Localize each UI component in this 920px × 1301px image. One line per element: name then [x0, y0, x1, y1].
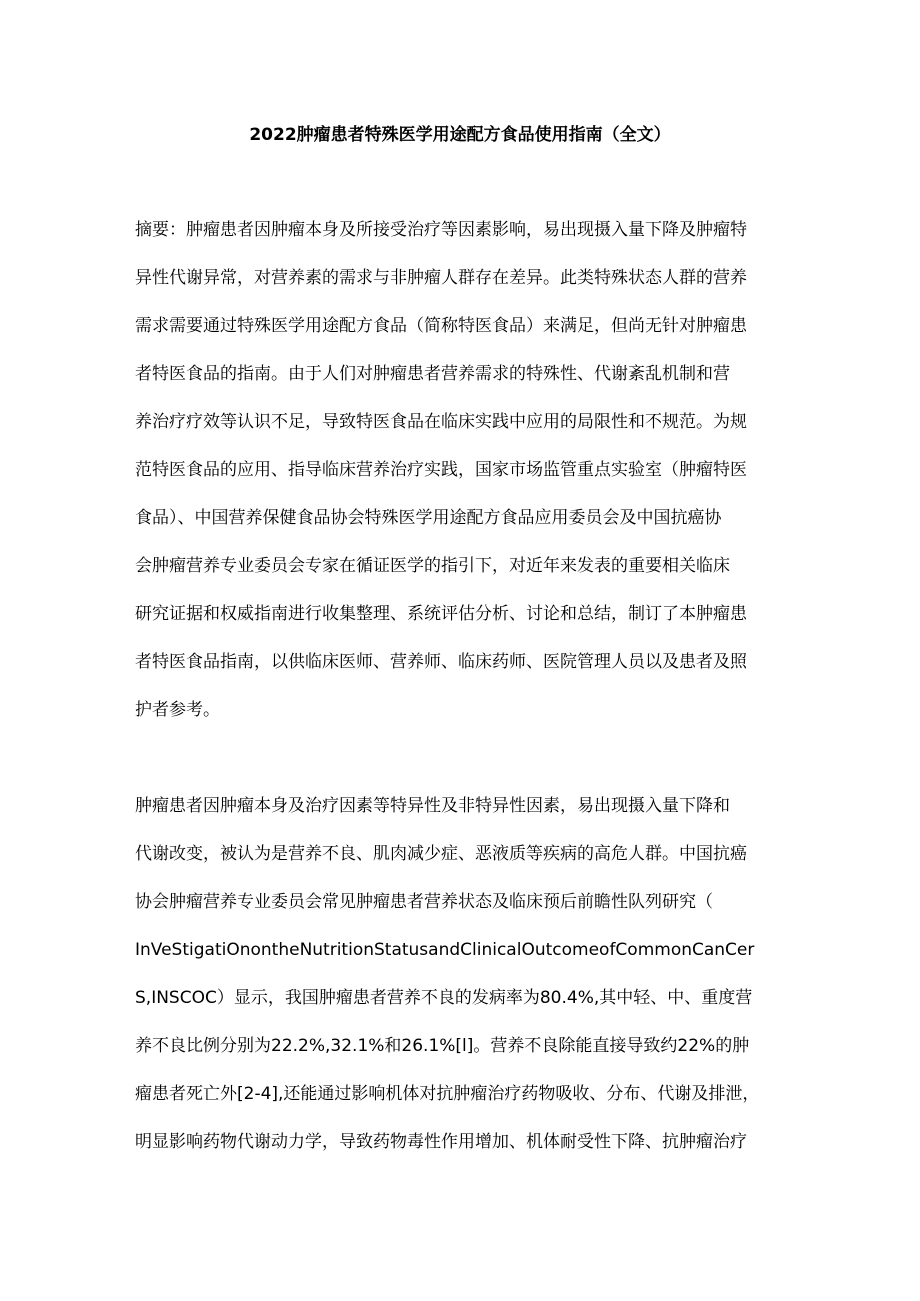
abstract-line: 研究证据和权威指南进行收集整理、系统评估分析、讨论和总结，制订了本肿瘤患 — [135, 604, 747, 624]
abstract-line: 范特医食品的应用、指导临床营养治疗实践，国家市场监管重点实验室（肿瘤特医 — [135, 460, 747, 480]
body-line: 代谢改变，被认为是营养不良、肌肉减少症、恶液质等疾病的高危人群。中国抗癌 — [135, 844, 747, 864]
abstract-line: 食品）、中国营养保健食品协会特殊医学用途配方食品应用委员会及中国抗癌协 — [135, 508, 722, 528]
body-line: 协会肿瘤营养专业委员会常见肿瘤患者营养状态及临床预后前瞻性队列研究（ — [135, 892, 713, 912]
abstract-line: 异性代谢异常，对营养素的需求与非肿瘤人群存在差异。此类特殊状态人群的营养 — [135, 268, 747, 288]
abstract-line: 会肿瘤营养专业委员会专家在循证医学的指引下，对近年来发表的重要相关临床 — [135, 556, 730, 576]
body-line: 明显影响药物代谢动力学，导致药物毒性作用增加、机体耐受性下降、抗肿瘤治疗 — [135, 1132, 747, 1152]
abstract-line: 养治疗疗效等认识不足，导致特医食品在临床实践中应用的局限性和不规范。为规 — [135, 412, 747, 432]
document-title: 2022肿瘤患者特殊医学用途配方食品使用指南（全文） — [249, 125, 671, 145]
body-line: S,INSCOC）显示，我国肿瘤患者营养不良的发病率为80.4%,其中轻、中、重度营 — [135, 988, 753, 1008]
abstract-line: 者特医食品指南，以供临床医师、营养师、临床药师、医院管理人员以及患者及照 — [135, 652, 747, 672]
abstract-line: 需求需要通过特殊医学用途配方食品（简称特医食品）来满足，但尚无针对肿瘤患 — [135, 316, 747, 336]
abstract-line: 者特医食品的指南。由于人们对肿瘤患者营养需求的特殊性、代谢紊乱机制和营 — [135, 364, 730, 384]
body-line: InVeStigatiOnontheNutritionStatusandClinicalOutcomeofCommonCanCer — [135, 940, 755, 960]
abstract-line: 摘要：肿瘤患者因肿瘤本身及所接受治疗等因素影响，易出现摄入量下降及肿瘤特 — [135, 220, 747, 240]
body-line: 瘤患者死亡外[2-4],还能通过影响机体对抗肿瘤治疗药物吸收、分布、代谢及排泄， — [135, 1084, 760, 1104]
abstract-line: 护者参考。 — [135, 700, 220, 720]
body-line: 肿瘤患者因肿瘤本身及治疗因素等特异性及非特异性因素，易出现摄入量下降和 — [135, 796, 730, 816]
body-line: 养不良比例分别为22.2%,32.1%和26.1%[l]。营养不良除能直接导致约22%的肿 — [135, 1036, 750, 1056]
